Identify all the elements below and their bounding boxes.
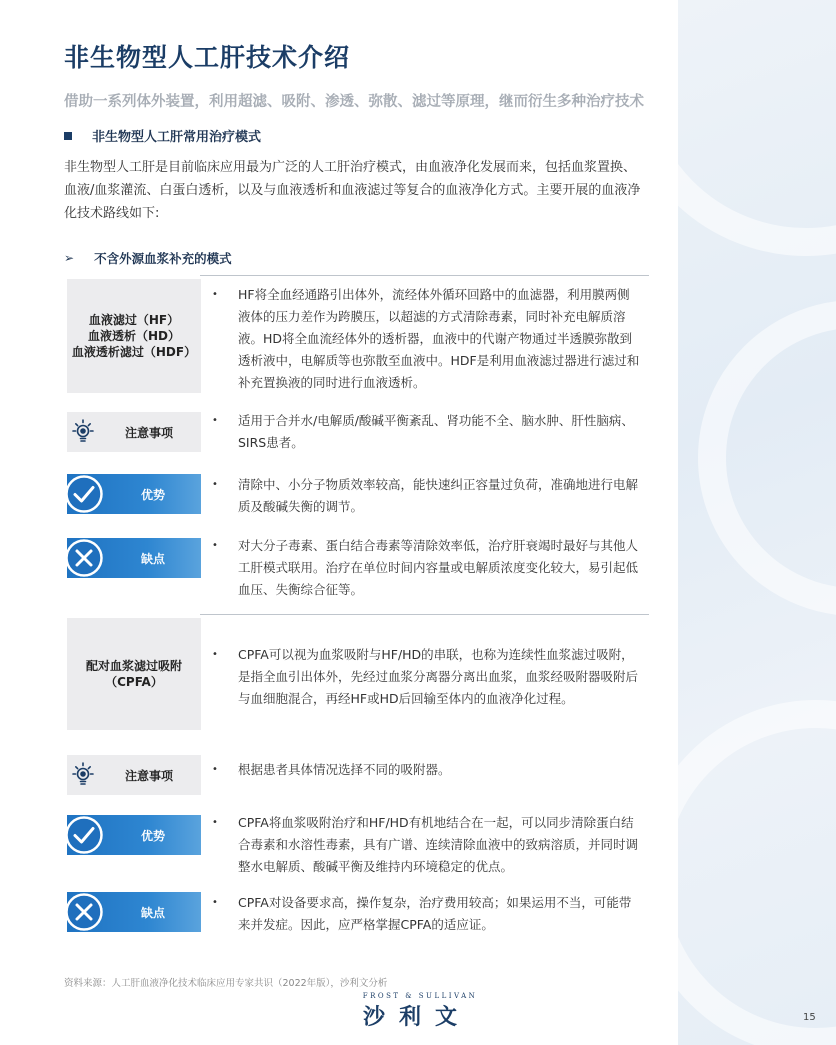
divider xyxy=(200,614,649,615)
notes-tag xyxy=(67,412,201,452)
notes-tag xyxy=(67,755,201,795)
pros-label: 优势 xyxy=(140,828,165,843)
section-heading xyxy=(64,126,261,145)
bullet-icon: • xyxy=(212,415,218,426)
notes-item xyxy=(212,759,642,781)
cons-label: 缺点 xyxy=(140,905,165,920)
mode-description-text: CPFA可以视为血浆吸附与HF/HD的串联，也称为连续性血浆滤过吸附，是指全血引出体外，先经过血浆分离器分离出血浆，血浆经吸附器吸附后与血细胞混合，再经HF或HD后回输至体内的血液净化过程。 xyxy=(238,647,639,706)
lightbulb-icon xyxy=(69,418,97,446)
cons-text: 对大分子毒素、蛋白结合毒素等清除效率低，治疗肝衰竭时最好与其他人工肝模式联用。治疗在单位时间内容量或电解质浓度变化较大，易引起低血压、失衡综合征等。 xyxy=(238,538,639,597)
mode-description xyxy=(212,284,642,394)
mode-name-line: 血液滤过（HF） xyxy=(88,313,180,327)
checkmark-icon xyxy=(65,475,103,513)
pros-item xyxy=(212,812,642,878)
notes-text: 根据患者具体情况选择不同的吸附器。 xyxy=(238,762,451,777)
bullet-icon: • xyxy=(212,764,218,775)
mode-name-line: 血液透析滤过（HDF） xyxy=(71,345,197,359)
bullet-icon: • xyxy=(212,897,218,908)
subsection-heading xyxy=(64,249,232,267)
mode-name-line: （CPFA） xyxy=(105,675,163,689)
cons-item xyxy=(212,892,642,936)
cross-icon xyxy=(65,893,103,931)
cons-item xyxy=(212,535,642,601)
bullet-icon: • xyxy=(212,540,218,551)
page-subtitle: 借助一系列体外装置，利用超滤、吸附、渗透、弥散、滤过等原理，继而衍生多种治疗技术 xyxy=(64,94,644,110)
mode-name-line: 血液透析（HD） xyxy=(87,329,180,343)
mode-name-box xyxy=(67,618,201,730)
pros-tag xyxy=(67,474,201,514)
bullet-icon: • xyxy=(212,479,218,490)
pros-tag xyxy=(67,815,201,855)
mode-name-line: 配对血浆滤过吸附 xyxy=(85,659,182,673)
bullet-icon: • xyxy=(212,289,218,300)
pros-label: 优势 xyxy=(140,487,165,502)
pros-item xyxy=(212,474,642,518)
page-number: 15 xyxy=(803,1012,816,1023)
decorative-background xyxy=(678,0,836,1045)
notes-label: 注意事项 xyxy=(124,425,173,440)
bullet-icon: • xyxy=(212,817,218,828)
notes-text: 适用于合并水/电解质/酸碱平衡紊乱、肾功能不全、脑水肿、肝性脑病、SIRS患者。 xyxy=(238,413,634,450)
square-bullet-icon xyxy=(64,132,72,140)
section-heading-text: 非生物型人工肝常用治疗模式 xyxy=(92,130,262,145)
bullet-icon: • xyxy=(212,649,218,660)
lightbulb-icon xyxy=(69,761,97,789)
source-note: 资料来源：人工肝血液净化技术临床应用专家共识（2022年版），沙利文分析 xyxy=(64,978,388,989)
cross-icon xyxy=(65,539,103,577)
checkmark-icon xyxy=(65,816,103,854)
mode-description-text: HF将全血经通路引出体外，流经体外循环回路中的血滤器，利用膜两侧液体的压力差作为跨膜压，以超滤的方式清除毒素，同时补充电解质溶液。HD将全血流经体外的透析器，血液中的代谢产物通过半透膜弥散到透析液中，电解质等也弥散至血液中。HDF是利用血液滤过器进行滤过和补充置换液的同时进行血液透析。 xyxy=(238,287,640,390)
intro-paragraph: 非生物型人工肝是目前临床应用最为广泛的人工肝治疗模式，由血液净化发展而来，包括血浆置换、血液/血浆灌流、白蛋白透析，以及与血液透析和血液滤过等复合的血液净化方式。主要开展的血液净化技术路线如下: xyxy=(64,160,641,221)
cons-label: 缺点 xyxy=(140,551,165,566)
logo-english: FROST & SULLIVAN xyxy=(362,992,478,1000)
subsection-heading-text: 不含外源血浆补充的模式 xyxy=(94,251,232,266)
pros-text: CPFA将血浆吸附治疗和HF/HD有机地结合在一起，可以同步清除蛋白结合毒素和水溶性毒素，具有广谱、连续清除血液中的致病溶质，并同时调整水电解质、酸碱平衡及维持内环境稳定的优点。 xyxy=(238,815,639,874)
page-title: 非生物型人工肝技术介绍 xyxy=(64,43,351,72)
divider xyxy=(200,275,649,276)
logo-chinese: 沙利文 xyxy=(362,1005,471,1030)
pros-text: 清除中、小分子物质效率较高，能快速纠正容量过负荷，准确地进行电解质及酸碱失衡的调节。 xyxy=(238,477,639,514)
notes-item xyxy=(212,410,642,454)
cons-text: CPFA对设备要求高，操作复杂，治疗费用较高；如果运用不当，可能带来并发症。因此，应严格掌握CPFA的适应证。 xyxy=(238,895,632,932)
cons-tag xyxy=(67,892,201,932)
arrow-right-icon: ➢ xyxy=(64,251,75,265)
mode-name-box xyxy=(67,279,201,393)
cons-tag xyxy=(67,538,201,578)
mode-description xyxy=(212,644,642,710)
notes-label: 注意事项 xyxy=(124,768,173,783)
